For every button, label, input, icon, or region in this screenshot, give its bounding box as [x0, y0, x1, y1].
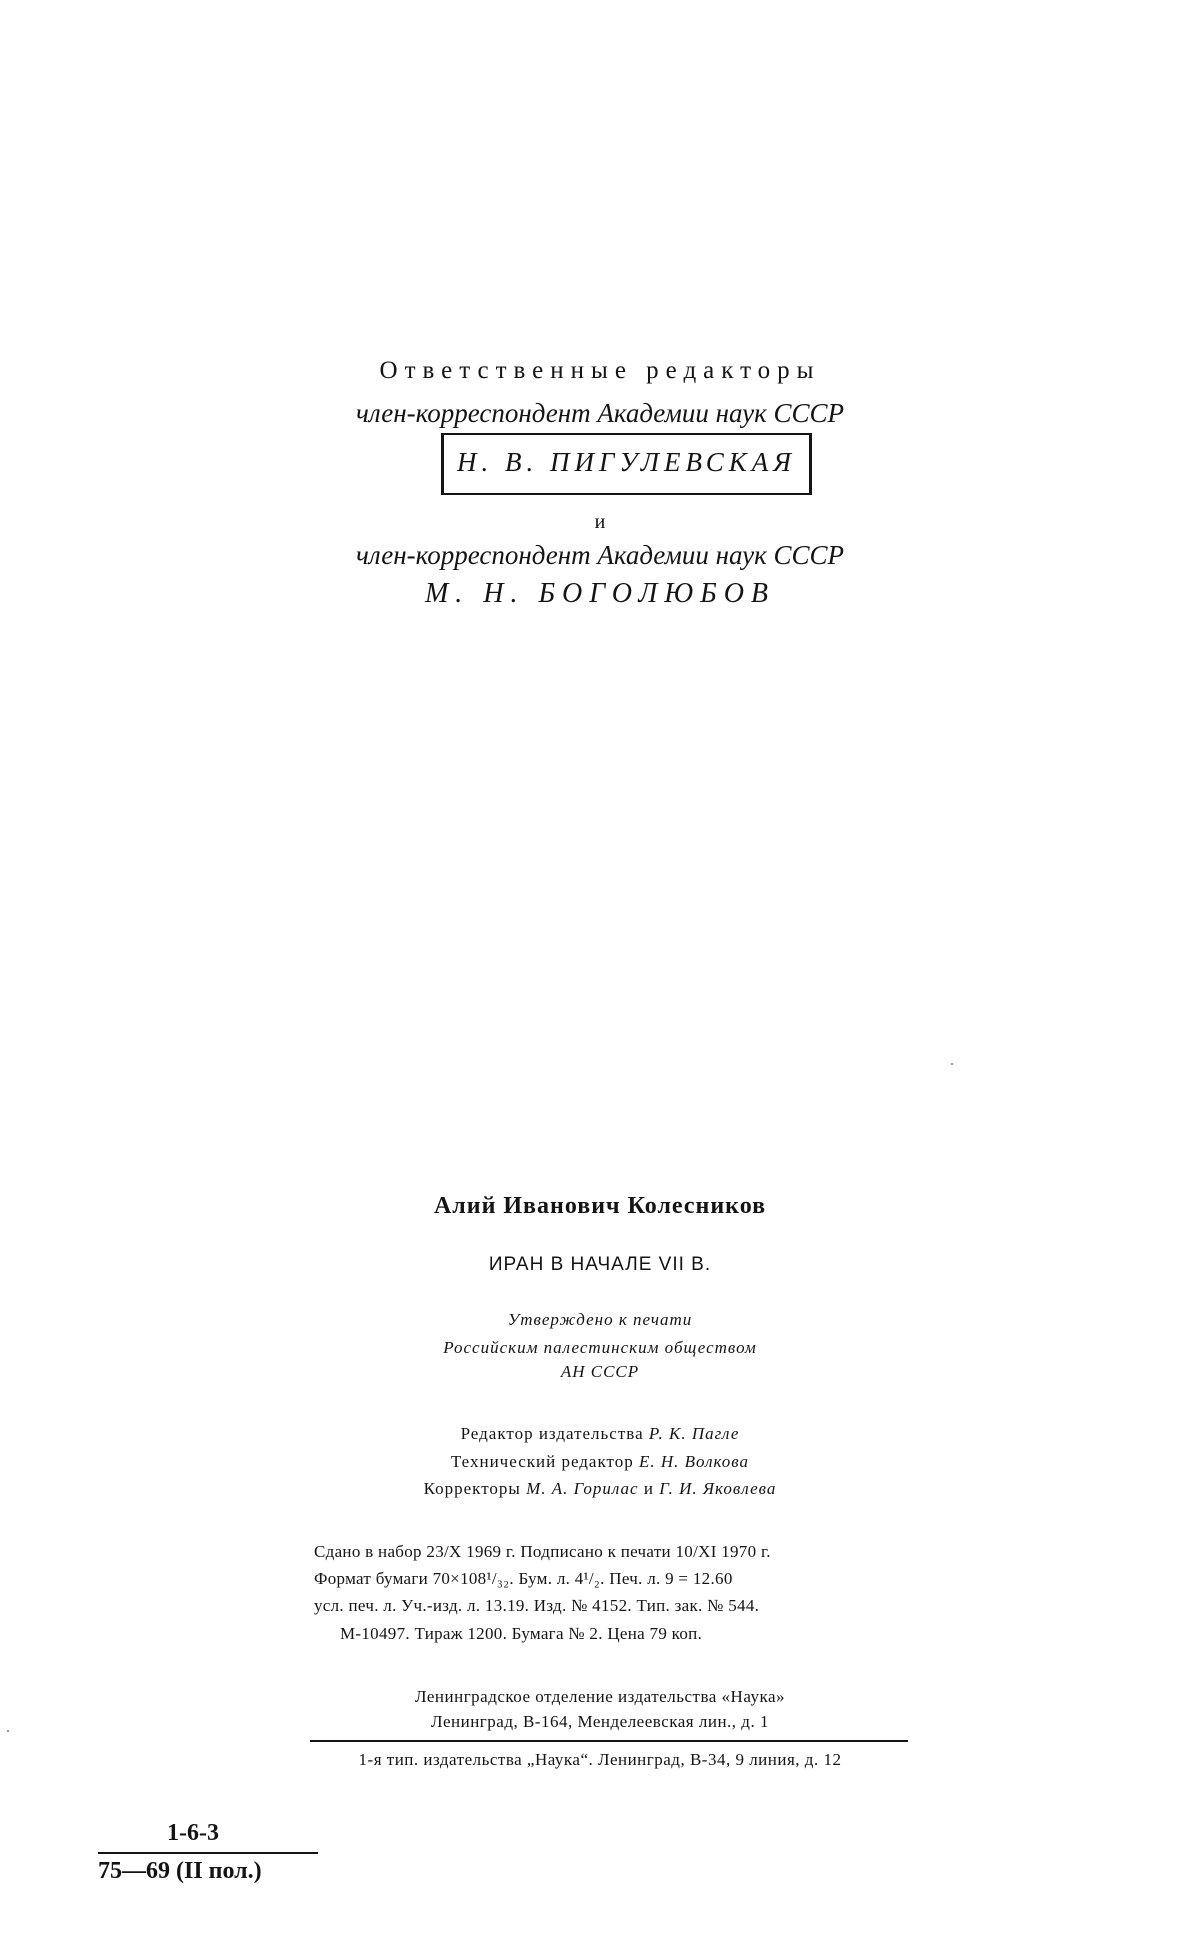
- staff-correctors-label: Корректоры: [423, 1479, 521, 1498]
- imprint-line-4: М-10497. Тираж 1200. Бумага № 2. Цена 79 коп.: [340, 1624, 703, 1643]
- imprint-line-1: Сдано в набор 23/X 1969 г. Подписано к печати 10/XI 1970 г.: [314, 1542, 771, 1561]
- imprint-line-2: Формат бумаги 70×108¹/₃₂. Бум. л. 4¹/₂. Печ. л. 9 = 12.60: [314, 1569, 733, 1588]
- editors-heading: Ответственные редакторы: [379, 357, 821, 384]
- publisher-line-1: Ленинградское отделение издательства «Наука»: [414, 1687, 786, 1706]
- frame-top-rule: [444, 433, 809, 435]
- approval-line-2: Российским палестинским обществом: [443, 1338, 757, 1357]
- frame-bottom-rule: [444, 493, 809, 495]
- staff-corrector-2: Г. И. Яковлева: [659, 1479, 777, 1498]
- staff-corrector-1: М. А. Горилас: [526, 1479, 639, 1498]
- code-2: 75—69 (II пол.): [98, 1858, 262, 1884]
- staff-editor: [0, 1424, 1200, 1444]
- book-author: Алий Иванович Колесников: [433, 1193, 767, 1219]
- editor-name-1: Н. В. ПИГУЛЕВСКАЯ: [457, 447, 796, 477]
- staff-tech-name: Е. Н. Волкова: [638, 1452, 750, 1471]
- book-title: ИРАН В НАЧАЛЕ VII В.: [488, 1254, 712, 1275]
- staff-editor-name: Р. К. Пагле: [648, 1424, 740, 1443]
- approval-line-3: АН СССР: [560, 1362, 640, 1381]
- editors-conjunction: и: [594, 511, 606, 533]
- publisher-line-2: Ленинград, В-164, Менделеевская лин., д. 1: [431, 1712, 769, 1731]
- code-divider: [98, 1852, 318, 1854]
- editor-title-2: член-корреспондент Академии наук СССР: [355, 540, 845, 570]
- editor-name-1-frame: [441, 433, 812, 495]
- staff-correctors: [0, 1479, 1200, 1499]
- printer-divider: [310, 1740, 908, 1742]
- approval-line-1: Утверждено к печати: [507, 1310, 693, 1329]
- staff-editor-label: Редактор издательства: [460, 1424, 644, 1443]
- code-1: 1-6-3: [167, 1820, 219, 1846]
- scan-speck: [951, 1063, 953, 1065]
- printer-line: 1-я тип. издательства „Наука“. Ленинград, В-34, 9 линия, д. 12: [358, 1750, 842, 1769]
- imprint-line-3: усл. печ. л. Уч.-изд. л. 13.19. Изд. № 4152. Тип. зак. № 544.: [314, 1596, 760, 1615]
- staff-tech-editor: [0, 1452, 1200, 1472]
- editor-name-2: М. Н. БОГОЛЮБОВ: [424, 578, 776, 609]
- editor-title-1: член-корреспондент Академии наук СССР: [355, 398, 845, 428]
- scan-speck: [7, 1730, 9, 1732]
- staff-tech-label: Технический редактор: [450, 1452, 634, 1471]
- staff-and: и: [643, 1479, 654, 1498]
